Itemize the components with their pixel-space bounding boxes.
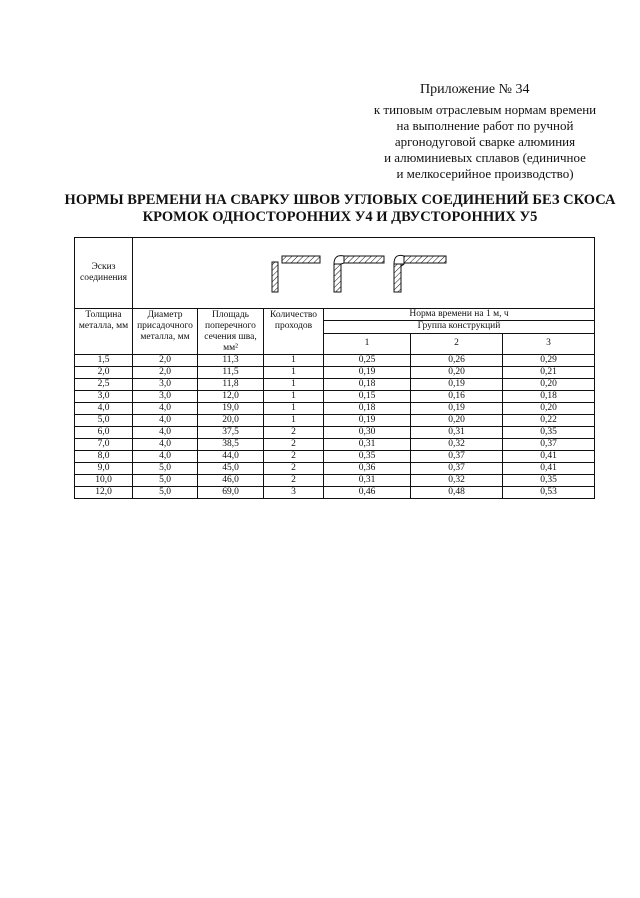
cell-area: 11,8 — [198, 379, 264, 391]
subtitle-line: и мелкосерийное производство) — [396, 166, 574, 181]
group-1-header: 1 — [324, 333, 411, 354]
table-row — [75, 391, 595, 403]
cell-group-1: 0,19 — [324, 415, 411, 427]
cell-group-1: 0,30 — [324, 427, 411, 439]
cell-group-2: 0,26 — [411, 355, 503, 367]
cell-area: 46,0 — [198, 475, 264, 487]
cell-thickness: 5,0 — [75, 415, 133, 427]
joint-sketch-drawing — [264, 250, 464, 296]
cell-diameter: 3,0 — [133, 379, 198, 391]
title-line: КРОМОК ОДНОСТОРОННИХ У4 И ДВУСТОРОННИХ У5 — [142, 209, 538, 225]
table-row — [75, 475, 595, 487]
group-3-header: 3 — [503, 333, 595, 354]
cell-group-1: 0,18 — [324, 403, 411, 415]
cell-group-2: 0,31 — [411, 427, 503, 439]
cell-group-2: 0,32 — [411, 475, 503, 487]
cell-group-2: 0,20 — [411, 415, 503, 427]
cell-area: 69,0 — [198, 487, 264, 499]
cell-diameter: 5,0 — [133, 463, 198, 475]
table-row — [75, 427, 595, 439]
cell-group-3: 0,22 — [503, 415, 595, 427]
sketch-label: Эскиз соединения — [75, 238, 133, 309]
table-row — [75, 367, 595, 379]
cell-group-2: 0,32 — [411, 439, 503, 451]
cell-group-2: 0,16 — [411, 391, 503, 403]
cell-group-3: 0,20 — [503, 379, 595, 391]
cell-passes: 1 — [264, 355, 324, 367]
subtitle-line: на выполнение работ по ручной — [396, 118, 574, 133]
cell-group-1: 0,31 — [324, 439, 411, 451]
cell-group-3: 0,35 — [503, 427, 595, 439]
cell-group-1: 0,25 — [324, 355, 411, 367]
appendix-subtitle — [340, 102, 630, 182]
cell-group-2: 0,48 — [411, 487, 503, 499]
cell-passes: 3 — [264, 487, 324, 499]
document-title — [60, 192, 620, 226]
cell-group-1: 0,18 — [324, 379, 411, 391]
cell-area: 11,3 — [198, 355, 264, 367]
col-diameter-header: Диаметр присадочного металла, мм — [133, 309, 198, 355]
subtitle-line: и алюминиевых сплавов (единичное — [384, 150, 586, 165]
cell-group-3: 0,18 — [503, 391, 595, 403]
table-row — [75, 355, 595, 367]
cell-group-1: 0,36 — [324, 463, 411, 475]
cell-diameter: 5,0 — [133, 475, 198, 487]
table-row — [75, 463, 595, 475]
cell-passes: 2 — [264, 475, 324, 487]
cell-group-2: 0,37 — [411, 451, 503, 463]
title-line: НОРМЫ ВРЕМЕНИ НА СВАРКУ ШВОВ УГЛОВЫХ СОЕДИНЕНИЙ БЕЗ СКОСА — [64, 192, 616, 208]
cell-group-1: 0,19 — [324, 367, 411, 379]
cell-passes: 2 — [264, 451, 324, 463]
cell-passes: 2 — [264, 427, 324, 439]
cell-group-3: 0,35 — [503, 475, 595, 487]
table-row — [75, 451, 595, 463]
cell-group-3: 0,29 — [503, 355, 595, 367]
norms-table-body — [75, 355, 595, 499]
cell-passes: 2 — [264, 463, 324, 475]
cell-area: 44,0 — [198, 451, 264, 463]
cell-passes: 1 — [264, 391, 324, 403]
cell-area: 45,0 — [198, 463, 264, 475]
cell-group-3: 0,53 — [503, 487, 595, 499]
cell-thickness: 2,5 — [75, 379, 133, 391]
cell-thickness: 4,0 — [75, 403, 133, 415]
cell-thickness: 8,0 — [75, 451, 133, 463]
cell-thickness: 10,0 — [75, 475, 133, 487]
subtitle-line: аргонодуговой сварке алюминия — [394, 134, 576, 149]
cell-thickness: 1,5 — [75, 355, 133, 367]
cell-group-3: 0,41 — [503, 463, 595, 475]
cell-thickness: 7,0 — [75, 439, 133, 451]
cell-group-3: 0,20 — [503, 403, 595, 415]
cell-group-3: 0,21 — [503, 367, 595, 379]
table-row — [75, 379, 595, 391]
cell-group-1: 0,46 — [324, 487, 411, 499]
cell-thickness: 6,0 — [75, 427, 133, 439]
cell-thickness: 3,0 — [75, 391, 133, 403]
col-thickness-header: Толщина металла, мм — [75, 309, 133, 355]
cell-group-3: 0,37 — [503, 439, 595, 451]
table-row — [75, 403, 595, 415]
cell-diameter: 4,0 — [133, 451, 198, 463]
cell-thickness: 12,0 — [75, 487, 133, 499]
cell-passes: 2 — [264, 439, 324, 451]
group-header: Группа конструкций — [324, 321, 595, 333]
cell-diameter: 4,0 — [133, 427, 198, 439]
cell-group-2: 0,19 — [411, 379, 503, 391]
cell-area: 19,0 — [198, 403, 264, 415]
cell-passes: 1 — [264, 367, 324, 379]
cell-diameter: 2,0 — [133, 355, 198, 367]
table-row — [75, 487, 595, 499]
norm-header: Норма времени на 1 м, ч — [324, 309, 595, 321]
cell-group-2: 0,20 — [411, 367, 503, 379]
cell-thickness: 9,0 — [75, 463, 133, 475]
cell-diameter: 3,0 — [133, 391, 198, 403]
cell-passes: 1 — [264, 379, 324, 391]
appendix-number: Приложение № 34 — [420, 82, 530, 97]
group-2-header: 2 — [411, 333, 503, 354]
cell-area: 11,5 — [198, 367, 264, 379]
cell-area: 20,0 — [198, 415, 264, 427]
cell-diameter: 4,0 — [133, 439, 198, 451]
cell-group-1: 0,35 — [324, 451, 411, 463]
cell-passes: 1 — [264, 415, 324, 427]
subtitle-line: к типовым отраслевым нормам времени — [373, 102, 597, 117]
cell-group-2: 0,19 — [411, 403, 503, 415]
cell-passes: 1 — [264, 403, 324, 415]
cell-diameter: 4,0 — [133, 415, 198, 427]
col-area-header: Площадь поперечного сечения шва, мм² — [198, 309, 264, 355]
cell-diameter: 5,0 — [133, 487, 198, 499]
cell-group-1: 0,31 — [324, 475, 411, 487]
cell-group-1: 0,15 — [324, 391, 411, 403]
cell-group-2: 0,37 — [411, 463, 503, 475]
cell-area: 38,5 — [198, 439, 264, 451]
cell-group-3: 0,41 — [503, 451, 595, 463]
cell-thickness: 2,0 — [75, 367, 133, 379]
joint-sketch — [133, 238, 595, 309]
col-passes-header: Количество проходов — [264, 309, 324, 355]
cell-area: 12,0 — [198, 391, 264, 403]
cell-diameter: 4,0 — [133, 403, 198, 415]
table-row — [75, 439, 595, 451]
norms-table — [74, 237, 595, 499]
cell-area: 37,5 — [198, 427, 264, 439]
table-row — [75, 415, 595, 427]
cell-diameter: 2,0 — [133, 367, 198, 379]
